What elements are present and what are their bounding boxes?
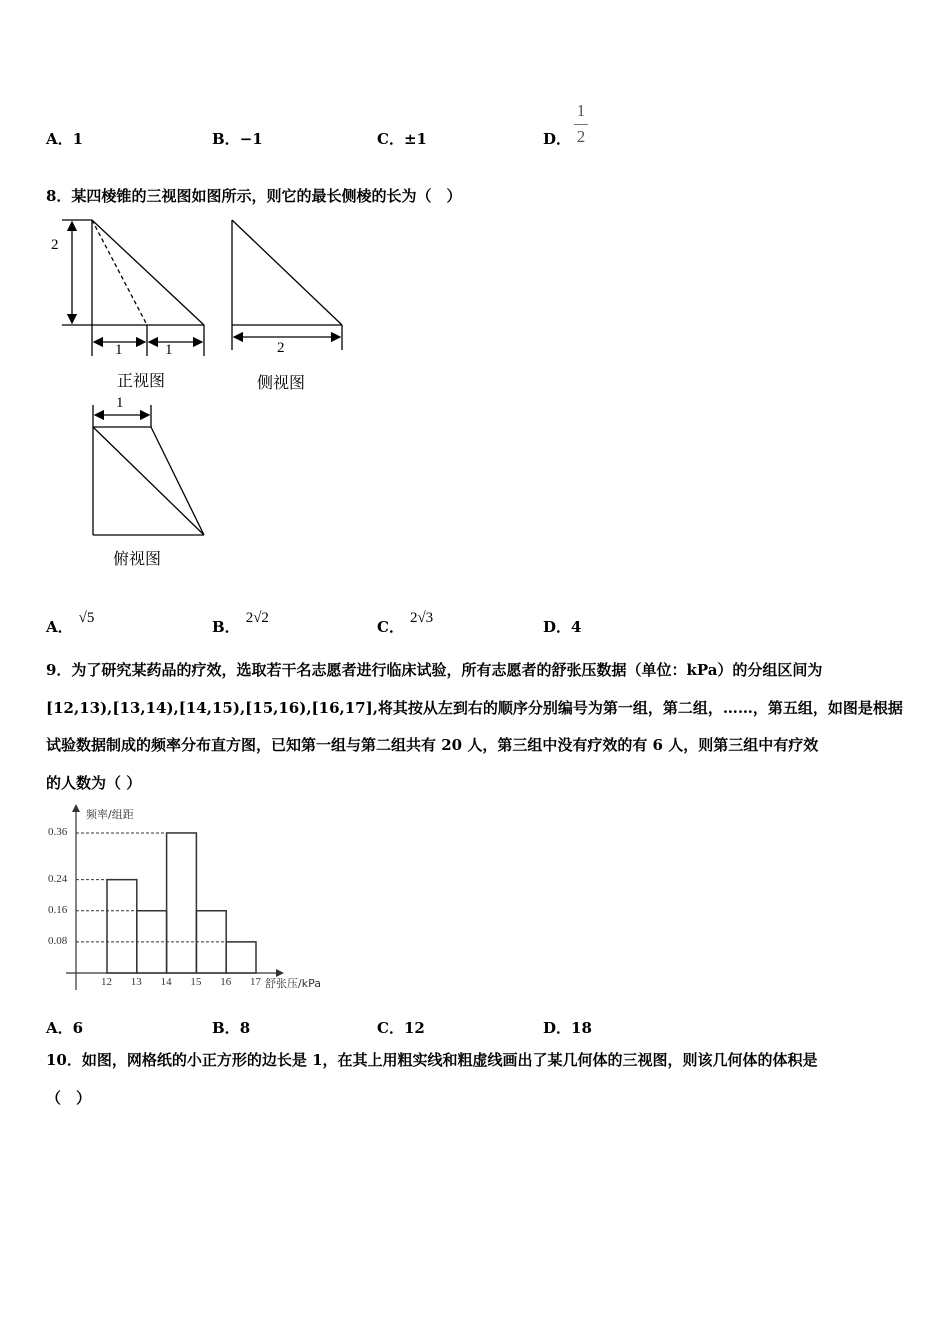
x-tick-label: 12 [101,976,112,988]
q7-option-d: D． [543,130,572,148]
side-width-label: 2 [277,340,285,356]
x-tick-label: 13 [130,976,142,988]
y-axis-arrow [72,804,80,812]
x-axis-label: 舒张压/kPa [265,977,321,990]
x-tick-label: 16 [220,976,232,988]
q7-option-c: C．±1 [377,130,427,148]
fraction-denominator: 2 [576,127,586,146]
q10-stem [46,1042,916,1117]
top-view-caption: 俯视图 [113,549,162,568]
q9-option-b: B．8 [212,1019,251,1037]
q8-option-d: D．4 [543,618,582,636]
y-axis-label: 频率/组距 [86,808,134,821]
q8-option-b: B． 2√2 [212,610,269,636]
top-width-label: 1 [116,395,124,411]
q10-line: （ ） [46,1088,92,1107]
q9-option-a: A．6 [46,1019,84,1037]
y-tick-label: 0.16 [48,903,68,916]
q9-line: 9．为了研究某药品的疗效，选取若干名志愿者进行临床试验，所有志愿者的舒张压数据（单位：kPa）的分组区间为 [46,661,823,679]
front-width-label-1: 1 [115,342,123,358]
y-tick-label: 0.36 [48,825,68,838]
q10-line: 10．如图，网格纸的小正方形的边长是 1，在其上用粗实线和粗虚线画出了某几何体的三视图，则该几何体的体积是 [46,1051,818,1069]
q9-line: [12,13),[13,14),[14,15),[15,16),[16,17],将其按从左到右的顺序分别编号为第一组，第二组，……，第五组，如图是根据 [46,698,903,717]
q7-option-a: A．1 [46,130,84,148]
front-view-caption: 正视图 [117,371,166,390]
q8-option-c: C． 2√3 [377,610,434,636]
q9-option-d: D．18 [543,1019,592,1037]
y-tick-label: 0.24 [48,872,68,885]
q9-line: 试验数据制成的频率分布直方图，已知第一组与第二组共有 20 人，第三组中没有疗效的有 6 人，则第三组中有疗效 [46,736,819,754]
front-height-label: 2 [51,237,59,253]
x-tick-label: 17 [250,976,261,988]
histogram-bar [226,942,256,973]
x-tick-label: 15 [190,976,202,988]
front-width-label-2: 1 [165,342,173,358]
side-view-caption: 侧视图 [257,373,306,392]
q8-stem: 8．某四棱锥的三视图如图所示，则它的最长侧棱的长为（ ） [46,187,462,205]
q9-option-c: C．12 [377,1019,425,1037]
q8-option-a: A． √5 [46,610,95,636]
q7-option-b: B．−1 [212,130,263,148]
y-tick-label: 0.08 [48,934,68,947]
fraction-numerator: 1 [576,101,586,120]
histogram-bar [107,880,137,973]
q9-line: 的人数为（ ） [46,773,142,792]
x-tick-label: 14 [160,976,172,988]
histogram-bar [167,833,197,973]
